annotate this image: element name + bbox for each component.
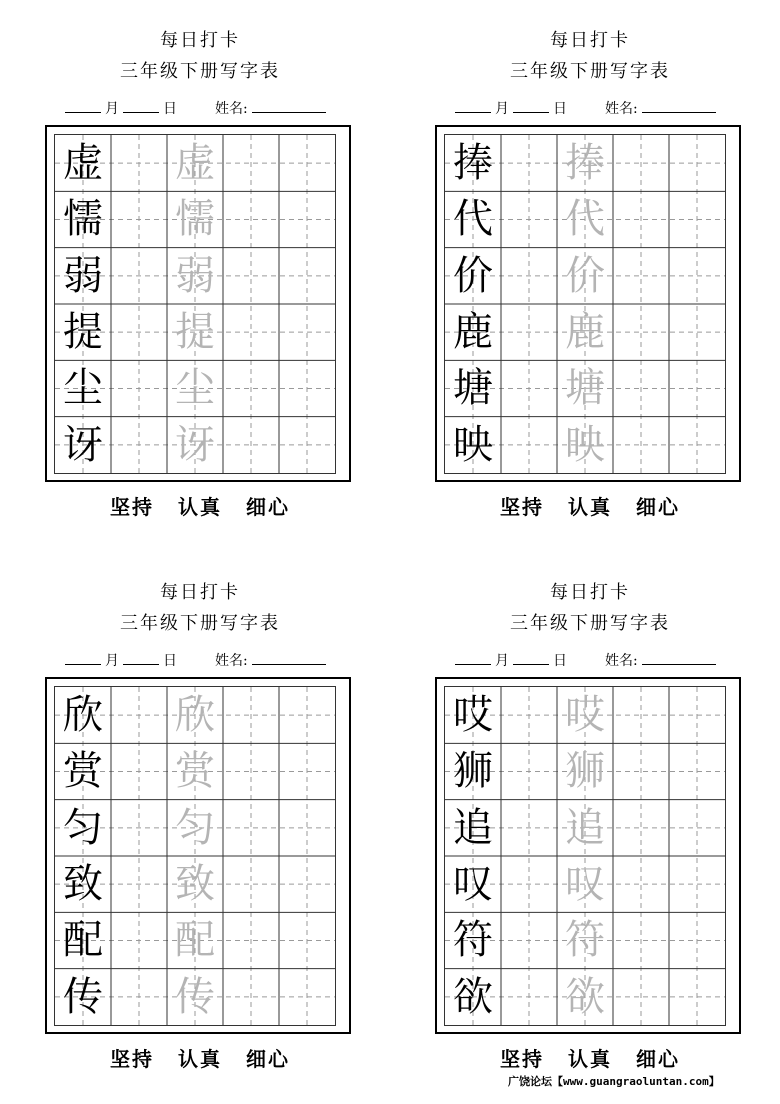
practice-cell[interactable] [223,360,279,416]
trace-character: 讶 [175,421,215,468]
practice-cell[interactable] [279,248,335,304]
practice-cell[interactable] [501,191,557,247]
model-character: 赏 [63,748,103,795]
trace-character: 欣 [175,692,215,738]
model-character: 懦 [63,196,103,243]
writing-grid-frame [435,677,741,1034]
practice-cell[interactable] [223,248,279,304]
motto-word: 坚持 [500,495,544,519]
trace-character: 欲 [565,973,605,1020]
name-blank[interactable] [252,98,326,113]
practice-cell[interactable] [501,800,557,856]
month-label: 月 [105,101,119,117]
practice-cell[interactable] [669,360,725,416]
practice-cell[interactable] [501,687,557,743]
practice-cell[interactable] [613,304,669,360]
date-name-line [65,650,355,672]
writing-grid [444,686,726,1026]
model-character: 配 [63,917,103,964]
practice-cell[interactable] [279,912,335,968]
card-subtitle: 三年级下册写字表 [510,613,670,634]
trace-character: 映 [565,421,605,468]
practice-cell[interactable] [669,687,725,743]
trace-character: 鹿 [565,309,605,355]
model-character: 弱 [63,252,103,299]
practice-cell[interactable] [223,304,279,360]
day-blank[interactable] [513,98,549,113]
practice-cell[interactable] [223,135,279,191]
practice-cell[interactable] [669,743,725,799]
trace-character: 致 [175,861,215,907]
name-label: 姓名: [605,653,638,669]
practice-cell[interactable] [279,969,335,1025]
trace-character: 代 [565,196,605,243]
practice-card [435,552,745,1071]
month-blank[interactable] [455,98,491,113]
practice-cell[interactable] [501,304,557,360]
practice-cell[interactable] [111,417,167,473]
motto-word: 细心 [246,495,290,519]
date-name-line [65,98,355,120]
card-title: 每日打卡 [550,30,630,51]
practice-card [45,552,355,1071]
practice-cell[interactable] [279,417,335,473]
day-label: 日 [553,101,567,117]
practice-cell[interactable] [501,912,557,968]
day-blank[interactable] [123,98,159,113]
trace-character: 尘 [175,365,215,412]
practice-cell[interactable] [223,912,279,968]
writing-grid [444,134,726,474]
model-character: 传 [63,973,103,1020]
practice-cell[interactable] [501,135,557,191]
practice-cell[interactable] [223,743,279,799]
model-character: 塘 [453,365,493,412]
practice-cell[interactable] [669,969,725,1025]
trace-character: 虚 [175,140,215,186]
practice-cell[interactable] [501,360,557,416]
motto-word: 认真 [178,495,222,519]
trace-character: 赏 [175,748,215,795]
month-blank[interactable] [455,650,491,665]
day-label: 日 [163,653,177,669]
writing-grid [54,134,336,474]
practice-cell[interactable] [669,856,725,912]
practice-cell[interactable] [111,248,167,304]
motto-word: 认真 [568,495,612,519]
practice-cell[interactable] [279,360,335,416]
trace-character: 匀 [175,804,215,851]
model-character: 鹿 [453,309,493,355]
practice-cell[interactable] [501,856,557,912]
practice-cell[interactable] [501,417,557,473]
practice-cell[interactable] [111,360,167,416]
model-character: 致 [63,861,103,907]
trace-character: 叹 [565,861,605,907]
practice-cell[interactable] [279,687,335,743]
name-label: 姓名: [215,653,248,669]
practice-cell[interactable] [279,743,335,799]
motto-word: 细心 [636,495,680,519]
practice-cell[interactable] [613,743,669,799]
model-character: 代 [453,196,493,243]
practice-card [435,0,745,519]
practice-cell[interactable] [669,248,725,304]
motto [435,1046,745,1072]
practice-cell[interactable] [613,417,669,473]
card-subtitle: 三年级下册写字表 [120,61,280,82]
card-subtitle: 三年级下册写字表 [510,61,670,82]
model-character: 欲 [453,973,493,1020]
date-name-line [455,650,745,672]
trace-character: 追 [565,804,605,851]
practice-cell[interactable] [613,687,669,743]
practice-cell[interactable] [669,912,725,968]
model-character: 映 [453,421,493,468]
model-character: 讶 [63,421,103,468]
practice-cell[interactable] [111,304,167,360]
name-blank[interactable] [642,98,716,113]
practice-cell[interactable] [501,743,557,799]
motto [45,494,355,520]
practice-cell[interactable] [111,687,167,743]
writing-grid-frame [435,125,741,482]
motto-word: 坚持 [110,1047,154,1071]
name-blank[interactable] [642,650,716,665]
model-character: 虚 [63,140,103,186]
model-character: 叹 [453,861,493,907]
practice-cell[interactable] [669,191,725,247]
name-label: 姓名: [605,101,638,117]
month-label: 月 [105,653,119,669]
motto-word: 细心 [246,1047,290,1071]
month-blank[interactable] [65,98,101,113]
practice-cell[interactable] [279,856,335,912]
trace-character: 懦 [175,196,215,243]
writing-grid-frame [45,125,351,482]
motto-word: 细心 [636,1047,680,1071]
motto-word: 认真 [178,1047,222,1071]
practice-cell[interactable] [223,191,279,247]
practice-cell[interactable] [111,800,167,856]
trace-character: 弱 [175,252,215,299]
trace-character: 捧 [565,140,605,186]
card-subtitle: 三年级下册写字表 [120,613,280,634]
practice-cell[interactable] [279,191,335,247]
practice-cell[interactable] [669,800,725,856]
trace-character: 塘 [565,365,605,412]
practice-cell[interactable] [111,912,167,968]
practice-cell[interactable] [111,856,167,912]
model-character: 符 [453,917,493,964]
date-name-line [455,98,745,120]
motto-word: 坚持 [110,495,154,519]
trace-character: 价 [565,252,605,299]
practice-cell[interactable] [613,135,669,191]
practice-cell[interactable] [669,135,725,191]
practice-cell[interactable] [279,135,335,191]
practice-cell[interactable] [111,743,167,799]
practice-cell[interactable] [501,969,557,1025]
trace-character: 符 [565,917,605,964]
practice-cell[interactable] [613,800,669,856]
name-blank[interactable] [252,650,326,665]
day-blank[interactable] [513,650,549,665]
practice-cell[interactable] [501,248,557,304]
day-label: 日 [163,101,177,117]
motto [45,1046,355,1072]
model-character: 匀 [63,804,103,851]
model-character: 狮 [453,748,493,795]
model-character: 追 [453,804,493,851]
watermark-text: 广饶论坛【www.guangraoluntan.com】 [508,1075,720,1088]
trace-character: 哎 [565,692,605,738]
writing-grid [54,686,336,1026]
motto [435,494,745,520]
practice-cell[interactable] [613,191,669,247]
practice-cell[interactable] [223,687,279,743]
motto-word: 坚持 [500,1047,544,1071]
card-title: 每日打卡 [160,582,240,603]
model-character: 捧 [453,140,493,186]
practice-cell[interactable] [613,360,669,416]
practice-cell[interactable] [613,912,669,968]
day-label: 日 [553,653,567,669]
model-character: 尘 [63,365,103,412]
month-label: 月 [495,653,509,669]
trace-character: 传 [175,973,215,1020]
practice-cell[interactable] [279,304,335,360]
writing-grid-frame [45,677,351,1034]
month-blank[interactable] [65,650,101,665]
card-title: 每日打卡 [550,582,630,603]
practice-card [45,0,355,519]
model-character: 欣 [63,692,103,738]
practice-cell[interactable] [223,417,279,473]
trace-character: 提 [175,309,215,355]
practice-cell[interactable] [613,248,669,304]
practice-cell[interactable] [111,191,167,247]
month-label: 月 [495,101,509,117]
trace-character: 配 [175,917,215,964]
model-character: 哎 [453,692,493,738]
practice-cell[interactable] [223,800,279,856]
trace-character: 狮 [565,748,605,795]
practice-cell[interactable] [111,135,167,191]
practice-cell[interactable] [111,969,167,1025]
model-character: 价 [453,252,493,299]
practice-cell[interactable] [669,304,725,360]
practice-cell[interactable] [223,856,279,912]
day-blank[interactable] [123,650,159,665]
practice-cell[interactable] [613,969,669,1025]
practice-cell[interactable] [279,800,335,856]
practice-cell[interactable] [613,856,669,912]
practice-cell[interactable] [223,969,279,1025]
model-character: 提 [63,309,103,355]
card-title: 每日打卡 [160,30,240,51]
practice-cell[interactable] [669,417,725,473]
name-label: 姓名: [215,101,248,117]
motto-word: 认真 [568,1047,612,1071]
